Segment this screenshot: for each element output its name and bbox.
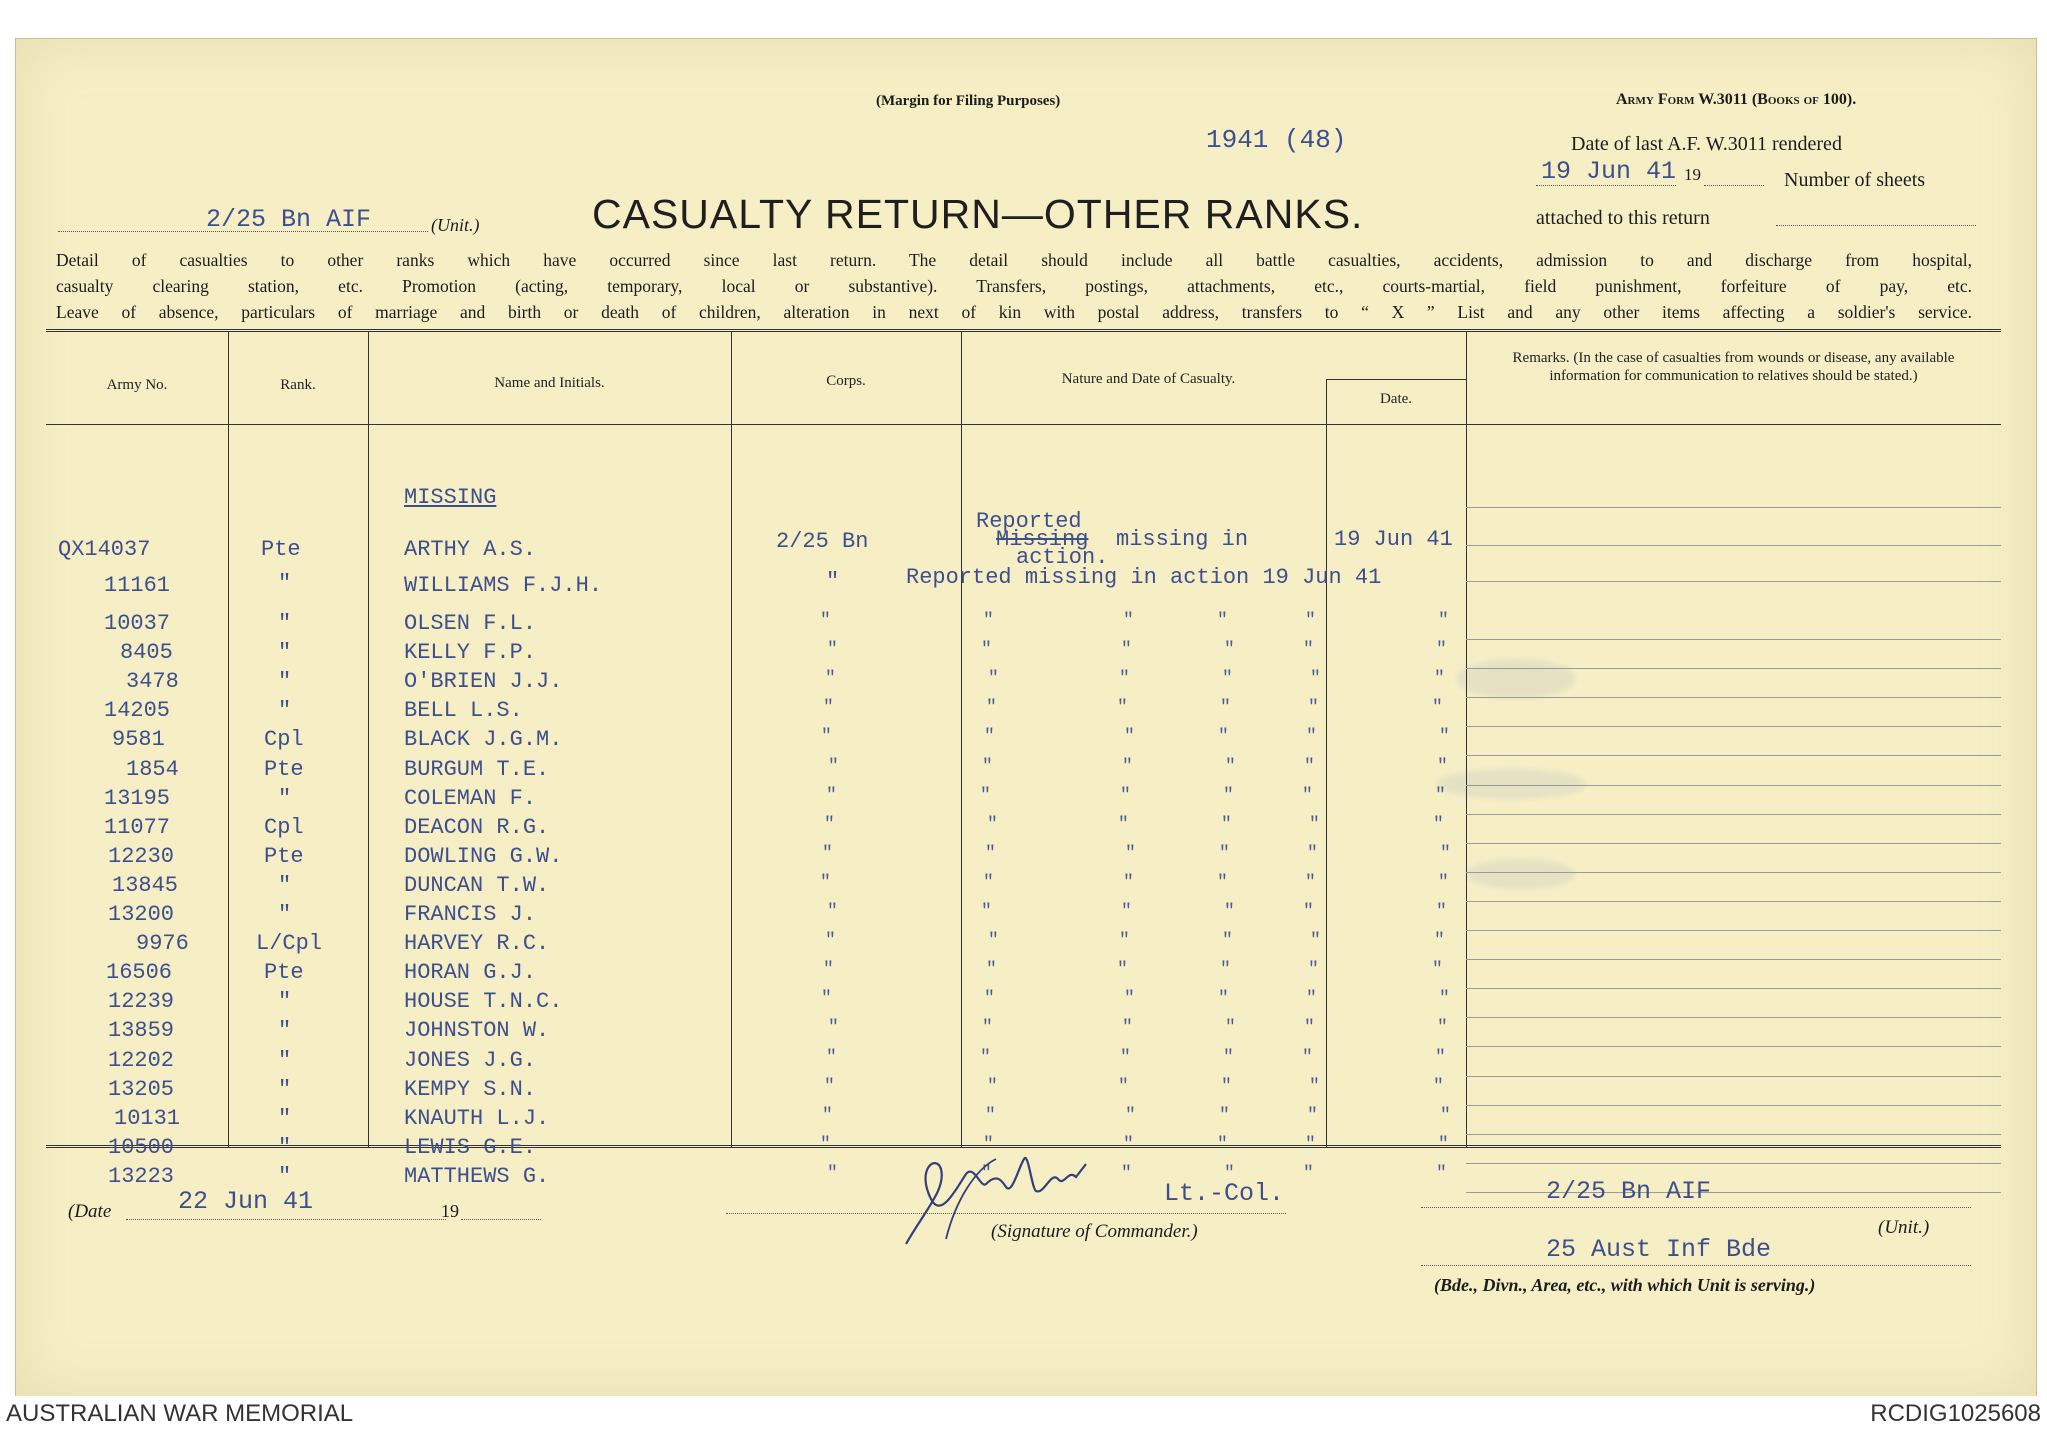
ditto-mark: "	[1123, 1134, 1134, 1155]
ditto-mark: "	[1304, 1018, 1315, 1039]
remarks-ruled-line	[1466, 581, 2001, 582]
ditto-mark: "	[1118, 814, 1129, 835]
row-name: HOUSE T.N.C.	[404, 989, 563, 1015]
date-last-century: 19	[1684, 165, 1701, 184]
ditto-mark: "	[985, 843, 996, 864]
ditto-mark: "	[1305, 1134, 1316, 1155]
row-army-no: 13223	[108, 1163, 175, 1189]
ditto-mark: "	[1432, 960, 1443, 981]
ditto-mark: "	[1310, 931, 1321, 952]
row-name: O'BRIEN J.J.	[404, 669, 563, 695]
table-row	[16, 1018, 2036, 1047]
ditto-mark: "	[824, 814, 835, 835]
ditto-mark: "	[1302, 785, 1313, 806]
row-rank: "	[278, 1047, 292, 1073]
ditto-mark: "	[1124, 989, 1135, 1010]
row-name: DUNCAN T.W.	[404, 872, 550, 898]
ditto-mark: "	[1433, 814, 1444, 835]
page-title: CASUALTY RETURN—OTHER RANKS.	[592, 191, 1364, 237]
entry-nature-bottom: action.	[1016, 545, 1109, 570]
ditto-mark: "	[1436, 902, 1447, 922]
ditto-mark: "	[822, 843, 833, 864]
footer-bde-label: (Bde., Divn., Area, etc., with which Unit is serving.)	[1434, 1275, 1816, 1295]
ditto-mark: "	[1217, 872, 1228, 893]
attached-dotline	[1776, 225, 1976, 226]
row-army-no: 13845	[112, 872, 179, 898]
row-name: HORAN G.J.	[404, 960, 537, 986]
ditto-mark: "	[1224, 902, 1235, 922]
ditto-mark: "	[1439, 727, 1450, 748]
header-remarks: Remarks. (In the case of casualties from wounds or disease, any available information for communication to relatives should be stated.)	[1512, 350, 1955, 384]
sheets-label: Number of sheets	[1784, 169, 1926, 191]
ditto-mark: "	[1125, 843, 1136, 864]
row-army-no: 10037	[104, 611, 171, 636]
row-rank: "	[278, 1163, 292, 1189]
ditto-mark: "	[1221, 814, 1232, 835]
unit-label: (Unit.)	[431, 215, 480, 235]
date-last-label: Date of last A.F. W.3011 rendered	[1571, 133, 1842, 155]
ditto-mark: "	[1432, 698, 1443, 719]
attached-label: attached to this return	[1536, 207, 1710, 229]
ditto-mark: "	[1122, 1018, 1133, 1039]
ditto-mark: "	[1303, 902, 1314, 922]
row-name: DOWLING G.W.	[404, 843, 563, 869]
ditto-mark: "	[1435, 785, 1446, 806]
table-row	[16, 931, 2036, 960]
ditto-mark: "	[981, 902, 992, 922]
row-rank: "	[278, 1134, 292, 1160]
row-name: JONES J.G.	[404, 1047, 537, 1073]
ditto-mark: "	[1121, 640, 1132, 661]
table-row	[16, 669, 2036, 698]
detail-line-2: casualty clearing station, etc. Promotion (acting, temporary, local or substantive). Transfers, postings, attachments, etc., courts-martial, field punishment, forfeiture of pay, etc.	[56, 276, 1972, 296]
ditto-mark: "	[1120, 1047, 1131, 1068]
row-rank: "	[278, 872, 292, 898]
ditto-mark: "	[1220, 698, 1231, 719]
entry-name: ARTHY A.S.	[404, 537, 537, 562]
ditto-mark: "	[1121, 1163, 1132, 1184]
row-rank: "	[278, 698, 292, 724]
row-name: COLEMAN F.	[404, 785, 537, 811]
footer-century: 19	[441, 1201, 459, 1221]
row-rank: L/Cpl	[256, 931, 323, 957]
ditto-mark: "	[825, 669, 836, 690]
ditto-mark: "	[1220, 960, 1231, 981]
ditto-mark: "	[981, 1163, 992, 1184]
entry-rank: "	[278, 571, 292, 596]
table-row	[16, 786, 2036, 815]
ditto-mark: "	[1309, 1076, 1320, 1097]
row-army-no: 10500	[108, 1134, 175, 1160]
table-row	[16, 640, 2036, 669]
ditto-mark: "	[1436, 1163, 1447, 1184]
row-rank: Cpl	[264, 727, 304, 753]
ditto-mark: "	[825, 931, 836, 952]
ditto-mark: "	[983, 611, 994, 631]
detail-line-1: Detail of casualties to other ranks which have occurred since last return. The detail should include all battle casualties, accidents, admission to and discharge from hospital,	[56, 250, 1972, 270]
table-row	[16, 902, 2036, 931]
row-army-no: 13195	[104, 785, 171, 811]
table-row	[16, 1048, 2036, 1077]
archive-footer	[0, 1396, 2047, 1434]
footer-rank: Lt.-Col.	[1164, 1179, 1285, 1208]
ditto-mark: "	[1433, 1076, 1444, 1097]
footer-date-value: 22 Jun 41	[178, 1187, 314, 1216]
ditto-mark: "	[1217, 611, 1228, 631]
row-rank: Pte	[264, 756, 304, 782]
row-name: KNAUTH L.J.	[404, 1105, 550, 1131]
ditto-mark: "	[824, 1076, 835, 1097]
row-rank: "	[278, 989, 292, 1015]
ditto-mark: "	[820, 872, 831, 893]
ditto-mark: "	[1305, 872, 1316, 893]
margin-note: (Margin for Filing Purposes)	[876, 93, 1061, 109]
ditto-mark: "	[826, 785, 837, 806]
ditto-mark: "	[985, 1105, 996, 1126]
ditto-mark: "	[982, 756, 993, 777]
row-army-no: 11077	[104, 814, 171, 840]
row-rank: Cpl	[264, 814, 304, 840]
ditto-mark: "	[821, 989, 832, 1010]
ditto-mark: "	[820, 1134, 831, 1155]
ditto-mark: "	[1437, 756, 1448, 777]
header-rank: Rank.	[280, 377, 316, 393]
ditto-mark: "	[980, 785, 991, 806]
ditto-mark: "	[1440, 1105, 1451, 1126]
row-army-no: 12239	[108, 989, 175, 1015]
row-army-no: 13205	[108, 1076, 175, 1102]
ditto-mark: "	[984, 727, 995, 748]
ditto-mark: "	[1438, 1134, 1449, 1155]
entry-army-no: 11161	[104, 573, 171, 598]
ditto-mark: "	[986, 698, 997, 719]
ditto-mark: "	[1117, 698, 1128, 719]
unit-value: 2/25 Bn AIF	[206, 205, 372, 234]
ditto-mark: "	[1303, 1163, 1314, 1184]
entry-corps: 2/25 Bn	[776, 529, 869, 554]
table-row	[16, 757, 2036, 786]
archive-name: AUSTRALIAN WAR MEMORIAL	[6, 1400, 354, 1427]
footer-bde-value: 25 Aust Inf Bde	[1546, 1235, 1772, 1264]
form-sheet	[15, 38, 2037, 1398]
row-rank: "	[278, 1018, 292, 1044]
row-army-no: 13859	[108, 1018, 175, 1044]
table-row	[16, 873, 2036, 902]
ditto-mark: "	[1309, 814, 1320, 835]
ditto-mark: "	[1224, 640, 1235, 661]
ditto-mark: "	[828, 756, 839, 777]
ditto-mark: "	[981, 640, 992, 661]
ditto-mark: "	[983, 1134, 994, 1155]
ditto-mark: "	[1122, 756, 1133, 777]
ditto-mark: "	[827, 640, 838, 661]
row-army-no: 1854	[126, 756, 179, 782]
row-name: OLSEN F.L.	[404, 611, 537, 636]
row-army-no: 9976	[136, 931, 189, 957]
row-rank: "	[278, 1076, 292, 1102]
archive-id: RCDIG1025608	[1870, 1400, 2041, 1427]
ditto-mark: "	[1435, 1047, 1446, 1068]
ditto-mark: "	[1219, 1105, 1230, 1126]
ditto-mark: "	[1225, 1018, 1236, 1039]
unit-dotline	[58, 231, 428, 232]
ditto-mark: "	[823, 960, 834, 981]
ditto-mark: "	[827, 902, 838, 922]
ditto-mark: "	[1438, 611, 1449, 631]
ditto-mark: "	[1219, 843, 1230, 864]
entry-nature-top: Reported	[976, 509, 1082, 534]
ditto-mark: "	[1306, 989, 1317, 1010]
entry-date: 19 Jun 41	[1334, 527, 1453, 552]
row-rank: "	[278, 669, 292, 695]
ditto-mark: "	[1306, 727, 1317, 748]
ditto-mark: "	[821, 727, 832, 748]
row-rank: "	[278, 640, 292, 666]
ditto-mark: "	[1123, 611, 1134, 631]
ditto-mark: "	[1223, 1047, 1234, 1068]
ditto-mark: "	[982, 1018, 993, 1039]
row-name: BELL L.S.	[404, 698, 523, 724]
table-row	[16, 844, 2036, 873]
ditto-mark: "	[983, 872, 994, 893]
ditto-mark: "	[1225, 756, 1236, 777]
table-row	[16, 727, 2036, 756]
ditto-mark: "	[1218, 989, 1229, 1010]
section-heading: MISSING	[404, 485, 497, 510]
ditto-mark: "	[1119, 669, 1130, 690]
footer-unit-label: (Unit.)	[1878, 1217, 1930, 1238]
footer-bde-dotline	[1421, 1265, 1971, 1266]
ditto-mark: "	[1222, 931, 1233, 952]
table-body	[16, 425, 2036, 1189]
ditto-mark: "	[1307, 843, 1318, 864]
century-dotline	[1704, 185, 1764, 186]
entry-nature-main: missing in	[1116, 527, 1249, 552]
ditto-mark: "	[1304, 756, 1315, 777]
ditto-mark: "	[986, 960, 997, 981]
ditto-mark: "	[1437, 1018, 1448, 1039]
ditto-mark: "	[823, 698, 834, 719]
ditto-mark: "	[1438, 872, 1449, 893]
row-army-no: 16506	[106, 960, 173, 986]
table-row	[16, 611, 2036, 640]
ditto-mark: "	[1434, 931, 1445, 952]
ditto-mark: "	[1223, 785, 1234, 806]
ditto-mark: "	[988, 669, 999, 690]
ditto-mark: "	[1434, 669, 1445, 690]
ditto-mark: "	[1119, 931, 1130, 952]
row-name: KELLY F.P.	[404, 640, 537, 666]
footer-unit-value: 2/25 Bn AIF	[1546, 1177, 1712, 1206]
ditto-mark: "	[822, 1105, 833, 1126]
row-name: FRANCIS J.	[404, 902, 537, 927]
ditto-mark: "	[988, 931, 999, 952]
ditto-mark: "	[1310, 669, 1321, 690]
entry-army-no: QX14037	[58, 537, 151, 562]
ditto-mark: "	[1436, 640, 1447, 661]
footer-date-dotline	[126, 1219, 446, 1220]
ditto-mark: "	[1217, 1134, 1228, 1155]
row-rank: "	[278, 1105, 292, 1131]
ditto-mark: "	[820, 611, 831, 631]
row-army-no: 3478	[126, 669, 179, 695]
header-date: Date.	[1379, 391, 1413, 407]
remarks-ruled-line	[1466, 545, 2001, 546]
ditto-mark: "	[1308, 698, 1319, 719]
table-row	[16, 960, 2036, 989]
signature-label: (Signature of Commander.)	[991, 1221, 1198, 1242]
ditto-mark: "	[987, 1076, 998, 1097]
ditto-mark: "	[987, 814, 998, 835]
ditto-mark: "	[1302, 1047, 1313, 1068]
form-id: Army Form W.3011 (Books of 100).	[1616, 91, 1857, 108]
row-army-no: 13200	[108, 902, 175, 927]
row-army-no: 12202	[108, 1047, 175, 1073]
date-last-value: 19 Jun 41	[1541, 157, 1677, 186]
detail-line-3: Leave of absence, particulars of marriage and birth or death of children, alteration in next of kin with postal address, transfers to “ X ” List and any other items affecting a soldier's service.	[56, 302, 1972, 322]
entry-rank: Pte	[261, 537, 301, 562]
ditto-mark: "	[1218, 727, 1229, 748]
header-name: Name and Initials.	[494, 375, 605, 391]
ditto-mark: "	[1439, 989, 1450, 1010]
row-name: HARVEY R.C.	[404, 931, 550, 957]
ditto-mark: "	[1440, 843, 1451, 864]
ditto-mark: "	[1305, 611, 1316, 631]
table-top-border	[46, 329, 2001, 332]
header-nature: Nature and Date of Casualty.	[1061, 371, 1236, 387]
table-row	[16, 1077, 2036, 1106]
row-name: KEMPY S.N.	[404, 1076, 537, 1102]
table-row	[16, 815, 2036, 844]
ditto-mark: "	[984, 989, 995, 1010]
ditto-mark: "	[1224, 1163, 1235, 1184]
ditto-mark: "	[1118, 1076, 1129, 1097]
row-army-no: 9581	[112, 727, 165, 753]
footer-unit-dotline	[1421, 1207, 1971, 1208]
entry-name: WILLIAMS F.J.H.	[404, 573, 603, 598]
table-row	[16, 989, 2036, 1018]
footer-date-label: (Date	[68, 1201, 112, 1222]
signature-dotline	[726, 1213, 1286, 1214]
ditto-mark: "	[1125, 1105, 1136, 1126]
remarks-ruled-line	[1466, 507, 2001, 508]
ditto-mark: "	[1221, 1076, 1232, 1097]
row-name: MATTHEWS G.	[404, 1163, 550, 1189]
date-last-dotline	[1536, 185, 1676, 186]
ditto-mark: "	[827, 1163, 838, 1184]
row-name: LEWIS G.E.	[404, 1134, 537, 1160]
ditto-mark: "	[1308, 960, 1319, 981]
ditto-mark: "	[1124, 727, 1135, 748]
row-rank: Pte	[264, 960, 304, 986]
entry-nature: Reported missing in action 19 Jun 41	[906, 565, 1382, 590]
row-rank: "	[278, 785, 292, 811]
ditto-mark: "	[1121, 902, 1132, 922]
header-corps: Corps.	[826, 373, 866, 389]
ditto-mark: "	[1307, 1105, 1318, 1126]
table-row	[16, 698, 2036, 727]
year-reference: 1941 (48)	[1206, 125, 1347, 155]
ditto-mark: "	[1120, 785, 1131, 806]
row-army-no: 10131	[114, 1105, 181, 1131]
row-name: BURGUM T.E.	[404, 756, 550, 782]
ditto-mark: "	[980, 1047, 991, 1068]
row-rank: "	[278, 611, 292, 636]
header-army-no: Army No.	[106, 377, 168, 393]
row-rank: Pte	[264, 843, 304, 869]
row-rank: "	[278, 902, 292, 927]
row-name: JOHNSTON W.	[404, 1018, 550, 1044]
ditto-mark: "	[1303, 640, 1314, 661]
entry-corps: "	[826, 569, 840, 594]
ditto-mark: "	[826, 1047, 837, 1068]
row-army-no: 12230	[108, 843, 175, 869]
row-army-no: 8405	[120, 640, 173, 666]
row-army-no: 14205	[104, 698, 171, 724]
row-name: BLACK J.G.M.	[404, 727, 563, 753]
entry-nature-struck: Missing	[996, 527, 1089, 552]
ditto-mark: "	[1222, 669, 1233, 690]
ditto-mark: "	[828, 1018, 839, 1039]
row-name: DEACON R.G.	[404, 814, 550, 840]
footer-century-dotline	[461, 1219, 541, 1220]
ditto-mark: "	[1123, 872, 1134, 893]
ditto-mark: "	[1117, 960, 1128, 981]
